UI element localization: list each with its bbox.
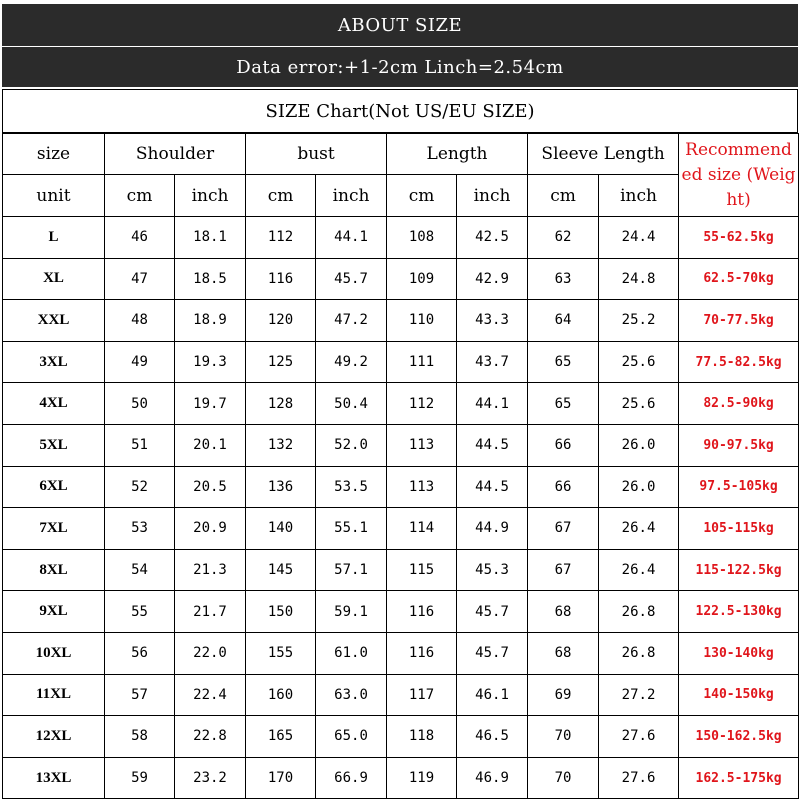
bust-inch-unit: inch bbox=[316, 175, 387, 217]
table-row bbox=[3, 549, 799, 591]
length-inch-cell: 46.5 bbox=[457, 716, 528, 758]
length-cm-cell: 111 bbox=[387, 341, 457, 383]
length-inch-cell: 44.5 bbox=[457, 424, 528, 466]
shoulder-inch-cell: 21.7 bbox=[175, 591, 246, 633]
size-rows bbox=[3, 217, 799, 799]
shoulder-cm-cell: 59 bbox=[105, 757, 175, 799]
sleeve-cm-cell: 67 bbox=[528, 508, 599, 550]
length-inch-cell: 45.7 bbox=[457, 632, 528, 674]
bust-cm-cell: 160 bbox=[246, 674, 316, 716]
sleeve-inch-cell: 26.4 bbox=[599, 549, 679, 591]
sleeve-inch-cell: 27.2 bbox=[599, 674, 679, 716]
size-cell: 8XL bbox=[3, 549, 105, 591]
shoulder-inch-cell: 22.0 bbox=[175, 632, 246, 674]
bust-inch-cell: 53.5 bbox=[316, 466, 387, 508]
bust-cm-cell: 120 bbox=[246, 300, 316, 342]
length-inch-unit: inch bbox=[457, 175, 528, 217]
shoulder-cm-cell: 58 bbox=[105, 716, 175, 758]
recommended-weight-cell: 162.5-175kg bbox=[679, 757, 799, 799]
length-inch-cell: 42.9 bbox=[457, 258, 528, 300]
shoulder-inch-cell: 22.8 bbox=[175, 716, 246, 758]
recommended-weight-cell: 77.5-82.5kg bbox=[679, 341, 799, 383]
table-row bbox=[3, 424, 799, 466]
bust-inch-cell: 61.0 bbox=[316, 632, 387, 674]
shoulder-cm-cell: 56 bbox=[105, 632, 175, 674]
sleeve-inch-cell: 27.6 bbox=[599, 757, 679, 799]
table-row bbox=[3, 217, 799, 259]
recommended-size-header: Recommended size (Weight) bbox=[679, 134, 799, 217]
length-inch-cell: 45.7 bbox=[457, 591, 528, 633]
bust-inch-cell: 59.1 bbox=[316, 591, 387, 633]
bust-cm-cell: 155 bbox=[246, 632, 316, 674]
sleeve-cm-unit: cm bbox=[528, 175, 599, 217]
length-inch-cell: 46.9 bbox=[457, 757, 528, 799]
shoulder-cm-cell: 48 bbox=[105, 300, 175, 342]
recommended-weight-cell: 140-150kg bbox=[679, 674, 799, 716]
shoulder-inch-cell: 20.1 bbox=[175, 424, 246, 466]
size-cell: L bbox=[3, 217, 105, 259]
length-cm-cell: 113 bbox=[387, 424, 457, 466]
recommended-weight-cell: 122.5-130kg bbox=[679, 591, 799, 633]
shoulder-cm-cell: 55 bbox=[105, 591, 175, 633]
bust-cm-unit: cm bbox=[246, 175, 316, 217]
bust-inch-cell: 63.0 bbox=[316, 674, 387, 716]
bust-cm-cell: 170 bbox=[246, 757, 316, 799]
size-cell: 5XL bbox=[3, 424, 105, 466]
sleeve-inch-cell: 25.6 bbox=[599, 383, 679, 425]
sleeve-cm-cell: 68 bbox=[528, 591, 599, 633]
size-cell: XL bbox=[3, 258, 105, 300]
shoulder-inch-unit: inch bbox=[175, 175, 246, 217]
sleeve-inch-unit: inch bbox=[599, 175, 679, 217]
length-cm-cell: 114 bbox=[387, 508, 457, 550]
table-row bbox=[3, 300, 799, 342]
shoulder-inch-cell: 18.5 bbox=[175, 258, 246, 300]
length-inch-cell: 45.3 bbox=[457, 549, 528, 591]
shoulder-inch-cell: 20.5 bbox=[175, 466, 246, 508]
shoulder-column-header: Shoulder bbox=[105, 134, 246, 175]
size-cell: 12XL bbox=[3, 716, 105, 758]
recommended-weight-cell: 130-140kg bbox=[679, 632, 799, 674]
length-cm-cell: 110 bbox=[387, 300, 457, 342]
length-cm-cell: 112 bbox=[387, 383, 457, 425]
bust-inch-cell: 44.1 bbox=[316, 217, 387, 259]
bust-cm-cell: 125 bbox=[246, 341, 316, 383]
size-cell: 7XL bbox=[3, 508, 105, 550]
size-cell: 13XL bbox=[3, 757, 105, 799]
size-chart-title: SIZE Chart(Not US/EU SIZE) bbox=[2, 89, 798, 133]
shoulder-inch-cell: 18.9 bbox=[175, 300, 246, 342]
table-row bbox=[3, 258, 799, 300]
length-inch-cell: 44.1 bbox=[457, 383, 528, 425]
shoulder-cm-cell: 53 bbox=[105, 508, 175, 550]
table-row bbox=[3, 466, 799, 508]
recommended-weight-cell: 82.5-90kg bbox=[679, 383, 799, 425]
recommended-weight-cell: 105-115kg bbox=[679, 508, 799, 550]
bust-cm-cell: 112 bbox=[246, 217, 316, 259]
size-cell: 10XL bbox=[3, 632, 105, 674]
sleeve-inch-cell: 26.4 bbox=[599, 508, 679, 550]
length-cm-cell: 108 bbox=[387, 217, 457, 259]
table-row bbox=[3, 591, 799, 633]
sleeve-cm-cell: 64 bbox=[528, 300, 599, 342]
sleeve-inch-cell: 24.8 bbox=[599, 258, 679, 300]
sleeve-cm-cell: 68 bbox=[528, 632, 599, 674]
table-row bbox=[3, 632, 799, 674]
bust-cm-cell: 165 bbox=[246, 716, 316, 758]
sleeve-inch-cell: 24.4 bbox=[599, 217, 679, 259]
table-row bbox=[3, 341, 799, 383]
table-row bbox=[3, 508, 799, 550]
sleeve-cm-cell: 69 bbox=[528, 674, 599, 716]
length-cm-cell: 118 bbox=[387, 716, 457, 758]
length-inch-cell: 43.3 bbox=[457, 300, 528, 342]
bust-inch-cell: 50.4 bbox=[316, 383, 387, 425]
length-cm-cell: 117 bbox=[387, 674, 457, 716]
length-inch-cell: 44.9 bbox=[457, 508, 528, 550]
length-cm-cell: 116 bbox=[387, 591, 457, 633]
bust-cm-cell: 140 bbox=[246, 508, 316, 550]
shoulder-cm-cell: 50 bbox=[105, 383, 175, 425]
size-cell: 9XL bbox=[3, 591, 105, 633]
bust-inch-cell: 45.7 bbox=[316, 258, 387, 300]
length-cm-cell: 115 bbox=[387, 549, 457, 591]
bust-cm-cell: 150 bbox=[246, 591, 316, 633]
shoulder-inch-cell: 23.2 bbox=[175, 757, 246, 799]
sleeve-cm-cell: 65 bbox=[528, 341, 599, 383]
recommended-weight-cell: 70-77.5kg bbox=[679, 300, 799, 342]
shoulder-cm-cell: 51 bbox=[105, 424, 175, 466]
sleeve-cm-cell: 70 bbox=[528, 716, 599, 758]
sleeve-inch-cell: 26.0 bbox=[599, 424, 679, 466]
table-row bbox=[3, 674, 799, 716]
table-row bbox=[3, 716, 799, 758]
length-inch-cell: 42.5 bbox=[457, 217, 528, 259]
shoulder-inch-cell: 21.3 bbox=[175, 549, 246, 591]
shoulder-cm-cell: 49 bbox=[105, 341, 175, 383]
sleeve-cm-cell: 67 bbox=[528, 549, 599, 591]
sleeve-cm-cell: 70 bbox=[528, 757, 599, 799]
length-inch-cell: 43.7 bbox=[457, 341, 528, 383]
size-cell: 11XL bbox=[3, 674, 105, 716]
size-cell: 3XL bbox=[3, 341, 105, 383]
bust-inch-cell: 55.1 bbox=[316, 508, 387, 550]
table-row bbox=[3, 383, 799, 425]
bust-inch-cell: 66.9 bbox=[316, 757, 387, 799]
length-cm-unit: cm bbox=[387, 175, 457, 217]
recommended-weight-cell: 97.5-105kg bbox=[679, 466, 799, 508]
shoulder-inch-cell: 22.4 bbox=[175, 674, 246, 716]
length-inch-cell: 44.5 bbox=[457, 466, 528, 508]
shoulder-inch-cell: 19.3 bbox=[175, 341, 246, 383]
size-cell: XXL bbox=[3, 300, 105, 342]
sleeve-inch-cell: 25.6 bbox=[599, 341, 679, 383]
shoulder-cm-cell: 57 bbox=[105, 674, 175, 716]
sleeve-cm-cell: 65 bbox=[528, 383, 599, 425]
length-cm-cell: 116 bbox=[387, 632, 457, 674]
header-row bbox=[3, 134, 799, 175]
sleeve-inch-cell: 26.8 bbox=[599, 632, 679, 674]
shoulder-inch-cell: 20.9 bbox=[175, 508, 246, 550]
sleeve-inch-cell: 27.6 bbox=[599, 716, 679, 758]
length-cm-cell: 109 bbox=[387, 258, 457, 300]
recommended-weight-cell: 62.5-70kg bbox=[679, 258, 799, 300]
length-cm-cell: 113 bbox=[387, 466, 457, 508]
bust-cm-cell: 136 bbox=[246, 466, 316, 508]
bust-inch-cell: 52.0 bbox=[316, 424, 387, 466]
shoulder-inch-cell: 18.1 bbox=[175, 217, 246, 259]
sleeve-inch-cell: 26.8 bbox=[599, 591, 679, 633]
table-row bbox=[3, 757, 799, 799]
shoulder-cm-cell: 52 bbox=[105, 466, 175, 508]
length-column-header: Length bbox=[387, 134, 528, 175]
sleeve-cm-cell: 66 bbox=[528, 466, 599, 508]
size-column-header: size bbox=[3, 134, 105, 175]
size-table bbox=[2, 133, 799, 799]
bust-cm-cell: 128 bbox=[246, 383, 316, 425]
bust-inch-cell: 49.2 bbox=[316, 341, 387, 383]
recommended-weight-cell: 55-62.5kg bbox=[679, 217, 799, 259]
size-cell: 6XL bbox=[3, 466, 105, 508]
unit-label: unit bbox=[3, 175, 105, 217]
recommended-weight-cell: 115-122.5kg bbox=[679, 549, 799, 591]
recommended-weight-cell: 150-162.5kg bbox=[679, 716, 799, 758]
about-size-banner: ABOUT SIZE bbox=[2, 4, 798, 46]
bust-inch-cell: 65.0 bbox=[316, 716, 387, 758]
bust-inch-cell: 47.2 bbox=[316, 300, 387, 342]
shoulder-cm-unit: cm bbox=[105, 175, 175, 217]
sleeve-cm-cell: 63 bbox=[528, 258, 599, 300]
sleeve-cm-cell: 62 bbox=[528, 217, 599, 259]
shoulder-cm-cell: 54 bbox=[105, 549, 175, 591]
data-error-note: Data error:+1-2cm Linch=2.54cm bbox=[2, 47, 798, 87]
recommended-weight-cell: 90-97.5kg bbox=[679, 424, 799, 466]
shoulder-cm-cell: 46 bbox=[105, 217, 175, 259]
bust-cm-cell: 132 bbox=[246, 424, 316, 466]
bust-column-header: bust bbox=[246, 134, 387, 175]
shoulder-cm-cell: 47 bbox=[105, 258, 175, 300]
bust-inch-cell: 57.1 bbox=[316, 549, 387, 591]
size-cell: 4XL bbox=[3, 383, 105, 425]
sleeve-cm-cell: 66 bbox=[528, 424, 599, 466]
length-inch-cell: 46.1 bbox=[457, 674, 528, 716]
length-cm-cell: 119 bbox=[387, 757, 457, 799]
bust-cm-cell: 145 bbox=[246, 549, 316, 591]
sleeve-length-column-header: Sleeve Length bbox=[528, 134, 679, 175]
sleeve-inch-cell: 26.0 bbox=[599, 466, 679, 508]
bust-cm-cell: 116 bbox=[246, 258, 316, 300]
shoulder-inch-cell: 19.7 bbox=[175, 383, 246, 425]
sleeve-inch-cell: 25.2 bbox=[599, 300, 679, 342]
